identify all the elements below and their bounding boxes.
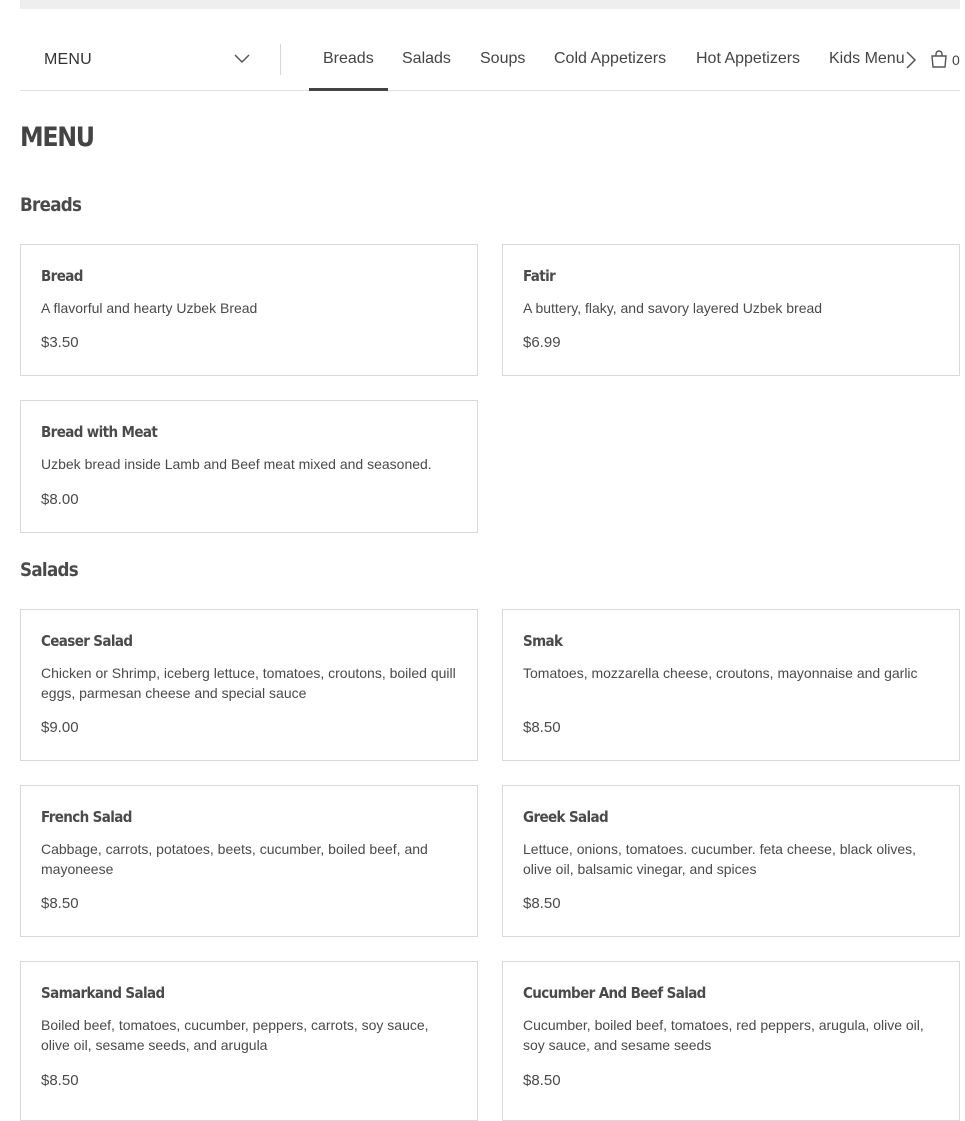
section-title-salads: Salads (20, 559, 79, 581)
item-price: $8.50 (523, 1072, 561, 1089)
tab-breads[interactable] (309, 28, 388, 91)
menu-item-card[interactable] (20, 244, 478, 376)
item-name: French Salad (41, 808, 132, 826)
item-name: Bread with Meat (41, 423, 158, 441)
item-description: Cucumber, boiled beef, tomatoes, red peppers, arugula, olive oil, soy sauce, and sesame seeds (523, 1017, 924, 1053)
shopping-bag-icon (930, 50, 948, 68)
item-name: Samarkand Salad (41, 984, 165, 1002)
tab-label: Cold Appetizers (554, 50, 667, 67)
item-description: Chicken or Shrimp, iceberg lettuce, tomatoes, croutons, boiled quill eggs, parmesan cheese and special sauce (41, 665, 456, 701)
item-price: $8.50 (523, 719, 561, 736)
item-description: Boiled beef, tomatoes, cucumber, peppers, carrots, soy sauce, olive oil, sesame seeds, and arugula (41, 1017, 429, 1053)
section-title-breads: Breads (20, 194, 82, 216)
item-description: Uzbek bread inside Lamb and Beef meat mixed and seasoned. (41, 456, 432, 472)
menu-item-card[interactable] (502, 609, 960, 761)
item-description: Tomatoes, mozzarella cheese, croutons, mayonnaise and garlic (523, 665, 918, 681)
menu-item-card[interactable] (502, 244, 960, 376)
category-tabs (309, 28, 905, 91)
nav-divider (280, 44, 281, 75)
item-description: Lettuce, onions, tomatoes. cucumber. feta cheese, black olives, olive oil, balsamic vinegar, and spices (523, 841, 916, 877)
item-price: $8.50 (41, 895, 79, 912)
cart-button[interactable] (930, 48, 960, 72)
item-price: $8.00 (41, 491, 79, 508)
tab-salads[interactable] (388, 28, 466, 91)
tab-label: Salads (402, 50, 451, 67)
tab-soups[interactable] (466, 28, 540, 91)
top-strip (20, 0, 960, 9)
item-price: $6.99 (523, 334, 561, 351)
item-name: Fatir (523, 267, 556, 285)
menu-item-card[interactable] (20, 961, 478, 1121)
page-title: MENU (20, 122, 94, 153)
tab-label: Breads (323, 50, 374, 67)
item-name: Smak (523, 632, 563, 650)
menu-item-card[interactable] (20, 609, 478, 761)
cart-count: 0 (952, 52, 960, 68)
item-name: Cucumber And Beef Salad (523, 984, 706, 1002)
menu-item-card[interactable] (502, 961, 960, 1121)
menu-item-card[interactable] (502, 785, 960, 937)
item-name: Bread (41, 267, 83, 285)
tab-label: Hot Appetizers (696, 50, 801, 67)
item-price: $3.50 (41, 334, 79, 351)
menu-item-card[interactable] (20, 400, 478, 533)
menu-navbar (20, 28, 960, 91)
item-description: A buttery, flaky, and savory layered Uzbek bread (523, 300, 823, 316)
menu-category-select[interactable] (20, 28, 280, 90)
tab-label: Soups (480, 50, 526, 67)
item-price: $8.50 (523, 895, 561, 912)
item-description: A flavorful and hearty Uzbek Bread (41, 300, 258, 316)
item-name: Greek Salad (523, 808, 609, 826)
tab-hot-appetizers[interactable] (682, 28, 815, 91)
chevron-down-icon (234, 54, 250, 64)
menu-select-label: MENU (44, 51, 92, 68)
item-name: Ceaser Salad (41, 632, 133, 650)
item-price: $9.00 (41, 719, 79, 736)
menu-item-card[interactable] (20, 785, 478, 937)
tab-label: Kids Menu (829, 50, 905, 67)
item-price: $8.50 (41, 1072, 79, 1089)
item-description: Cabbage, carrots, potatoes, beets, cucumber, boiled beef, and mayoneese (41, 841, 428, 877)
chevron-right-icon[interactable] (901, 50, 921, 70)
tab-cold-appetizers[interactable] (540, 28, 682, 91)
